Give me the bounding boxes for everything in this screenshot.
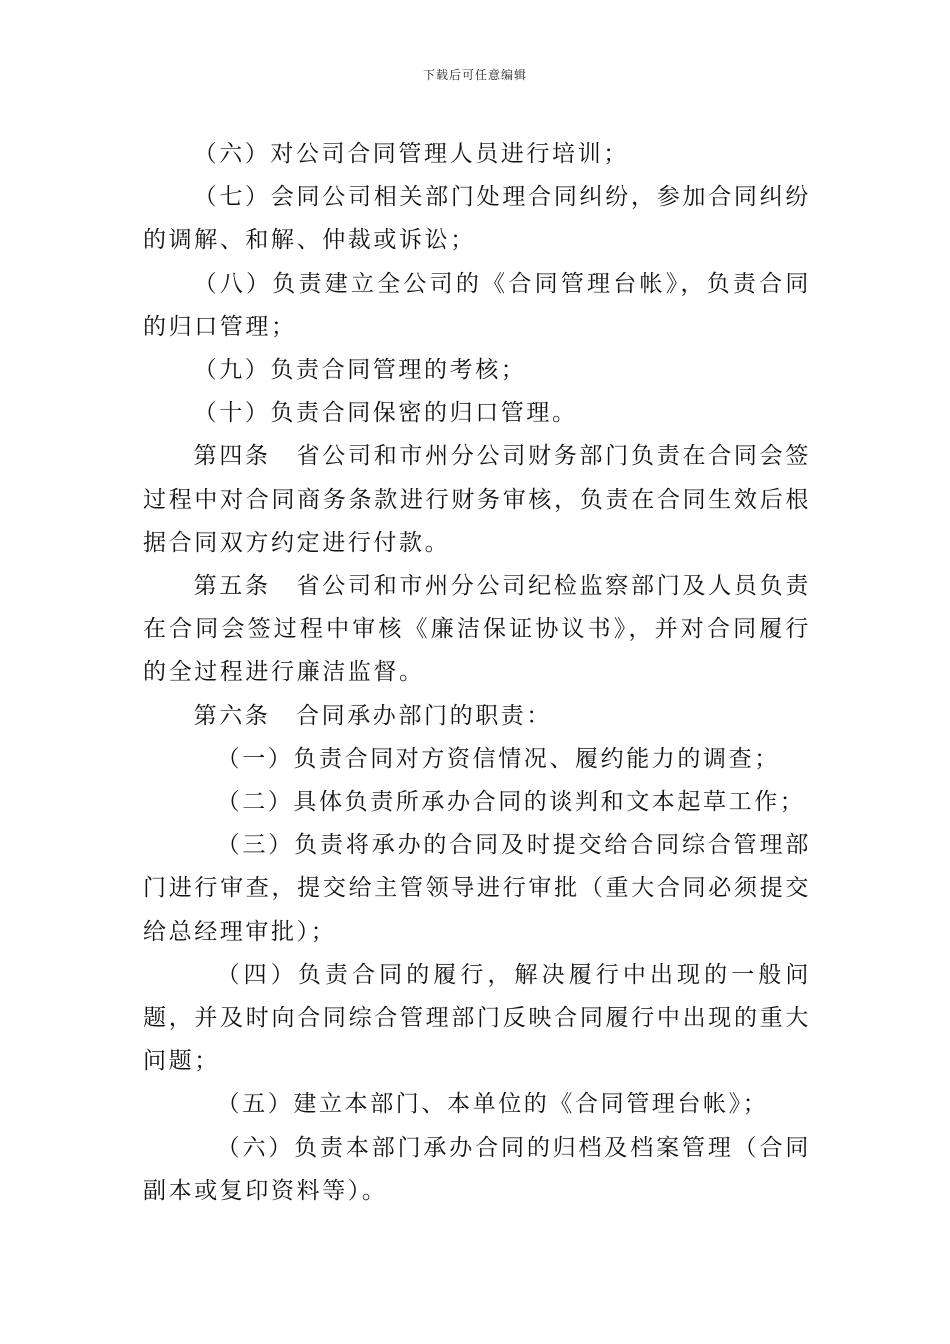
duty-item-5: （五）建立本部门、本单位的《合同管理台帐》； [216,1091,769,1118]
duty-item-1: （一）负责合同对方资信情况、履约能力的调查； [216,745,780,772]
duty-item-4: （四）负责合同的履行，解决履行中出现的一般问题，并及时向合同综合管理部门反映合同履行中出现的重大问题； [143,961,811,1075]
paragraph-item-6: （六）对公司合同管理人员进行培训； [193,141,629,167]
duty-item-6: （六）负责本部门承办合同的归档及档案管理（合同副本或复印资料等）。 [143,1134,811,1204]
paragraph-item-7: （七）会同公司相关部门处理合同纠纷，参加合同纠纷的调解、和解、仲裁或诉讼； [143,184,811,254]
duty-item-3: （三）负责将承办的合同及时提交给合同综合管理部门进行审查，提交给主管领导进行审批（重大合同必须提交给总经理审批）； [143,832,811,945]
paragraph-item-9: （九）负责合同管理的考核； [193,357,527,384]
duty-item-2: （二）具体负责所承办合同的谈判和文本起草工作； [216,789,806,816]
article-5: 第五条 省公司和市州分公司纪检监察部门及人员负责在合同会签过程中审核《廉洁保证协议书》，并对合同履行的全过程进行廉洁监督。 [143,573,811,686]
document-body [143,133,811,1213]
paragraph-item-8: （八）负责建立全公司的《合同管理台帐》，负责合同的归口管理； [143,270,811,340]
article-4: 第四条 省公司和市州分公司财务部门负责在合同会签过程中对合同商务条款进行财务审核，负责在合同生效后根据合同双方约定进行付款。 [143,443,811,556]
paragraph-item-10: （十）负责合同保密的归口管理。 [193,400,578,427]
page-header: 下载后可任意编辑 [422,68,527,82]
article-6: 第六条 合同承办部门的职责： [193,702,552,729]
